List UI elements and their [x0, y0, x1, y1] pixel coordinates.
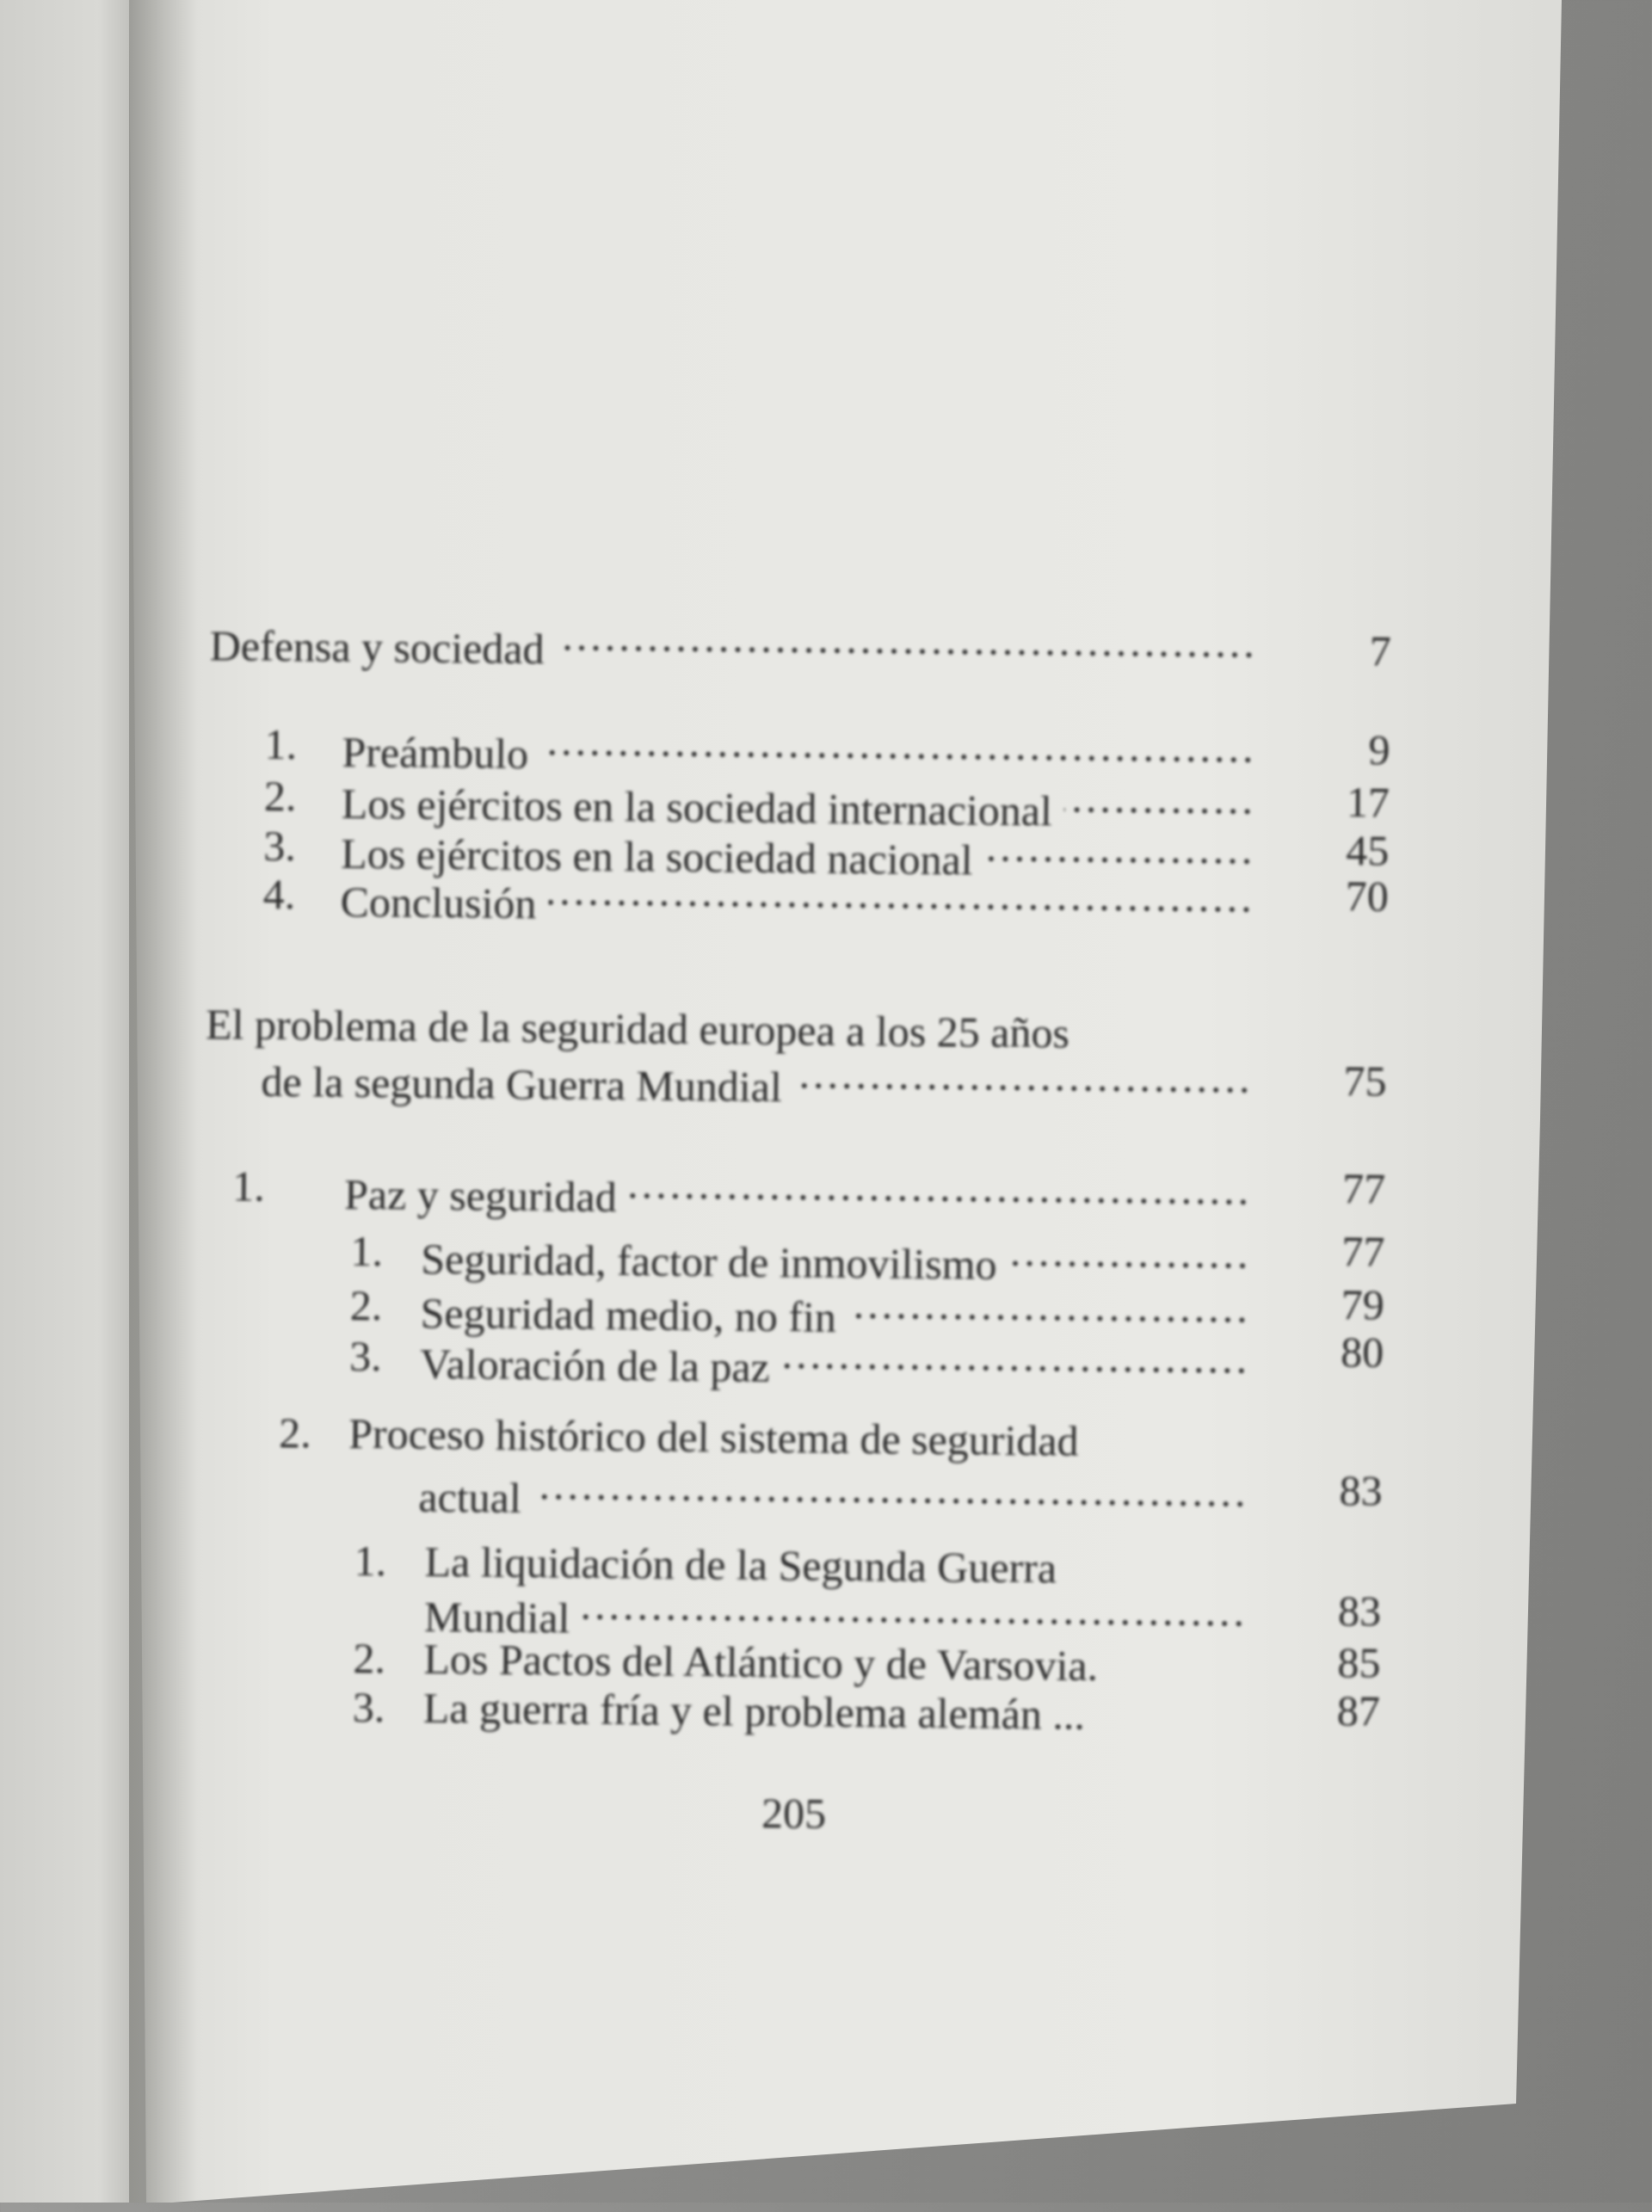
- subitem-title: Valoración de la paz: [419, 1339, 771, 1391]
- toc-subitem: [423, 1683, 1086, 1741]
- item-number: 2.: [263, 771, 297, 821]
- folio-page-number: 205: [761, 1788, 827, 1838]
- subitem-title: Seguridad medio, no fin: [420, 1288, 837, 1341]
- subitem-number: 1.: [354, 1536, 387, 1586]
- dot-leader: [984, 829, 1255, 878]
- page-number: 7: [1369, 626, 1392, 675]
- page-number: 87: [1336, 1685, 1381, 1735]
- item-number: 1.: [231, 1161, 265, 1211]
- subitem-number: 2.: [349, 1280, 383, 1330]
- section-title: El problema de la seguridad europea a los 25 años: [205, 1000, 1070, 1057]
- page-number: 83: [1337, 1586, 1382, 1636]
- page-number: 70: [1345, 871, 1390, 921]
- section-title-continued: de la segunda Guerra Mundial: [261, 1057, 783, 1112]
- subitem-number: 3.: [348, 1331, 382, 1381]
- subitem-number: 1.: [350, 1226, 384, 1276]
- item-title-continued: actual: [418, 1472, 522, 1522]
- dot-leader: [1064, 779, 1256, 828]
- item-title: Proceso histórico del sistema de seguridad: [348, 1408, 1079, 1465]
- dot-leader: [548, 872, 1255, 926]
- item-title: Conclusión: [340, 877, 537, 928]
- toc-item-line2: [418, 1465, 1249, 1525]
- section-title: Defensa y sociedad: [209, 621, 545, 674]
- toc-item: [340, 870, 1255, 931]
- item-number: 2.: [278, 1408, 311, 1457]
- dot-leader: [540, 722, 1257, 776]
- toc-subitem: [420, 1332, 1251, 1392]
- page-number: 77: [1341, 1163, 1386, 1213]
- dot-leader: [628, 1165, 1252, 1218]
- page-number: 9: [1368, 725, 1390, 774]
- subitem-title: Seguridad, factor de inmovilismo: [421, 1234, 997, 1289]
- dot-leader: [533, 1466, 1249, 1520]
- page-number: 85: [1337, 1637, 1381, 1687]
- dot-leader: [782, 1335, 1251, 1387]
- subitem-title: La liquidación de la Segunda Guerra: [424, 1537, 1057, 1593]
- item-title: Los ejércitos en la sociedad nacional: [340, 829, 973, 884]
- item-title: Preámbulo: [342, 727, 529, 778]
- dot-leader: [556, 617, 1258, 671]
- page-number: 83: [1339, 1465, 1383, 1515]
- toc-section-2-line2: [261, 1050, 1254, 1112]
- toc-item: [344, 1162, 1253, 1223]
- page-number: 17: [1346, 777, 1390, 827]
- page-number: 45: [1346, 825, 1390, 875]
- subitem-title-continued: Mundial: [423, 1592, 570, 1642]
- item-number: 4.: [262, 869, 296, 919]
- subitem-number: 2.: [353, 1633, 386, 1683]
- item-number: 3.: [263, 821, 297, 871]
- item-number: 1.: [264, 719, 298, 769]
- dot-leader: [794, 1055, 1254, 1106]
- toc-item: [342, 720, 1257, 781]
- dot-leader: [848, 1285, 1251, 1336]
- subitem-title: Los Pactos del Atlántico y de Varsovia.: [423, 1634, 1099, 1690]
- page-number: 75: [1343, 1056, 1387, 1106]
- item-title: Los ejércitos en la sociedad internacional: [341, 779, 1053, 835]
- page-number: 80: [1340, 1327, 1384, 1377]
- subitem-title: La guerra fría y el problema alemán ...: [422, 1683, 1086, 1739]
- toc-subitem: [421, 1227, 1252, 1287]
- page-number: 77: [1341, 1226, 1385, 1276]
- toc-item-line1: [348, 1408, 1079, 1468]
- toc-section-1: [210, 613, 1259, 676]
- dot-leader: [1008, 1233, 1251, 1282]
- dot-leader: [582, 1587, 1248, 1640]
- subitem-number: 3.: [352, 1682, 385, 1732]
- item-title: Paz y seguridad: [343, 1169, 617, 1222]
- page-number: 79: [1341, 1279, 1385, 1329]
